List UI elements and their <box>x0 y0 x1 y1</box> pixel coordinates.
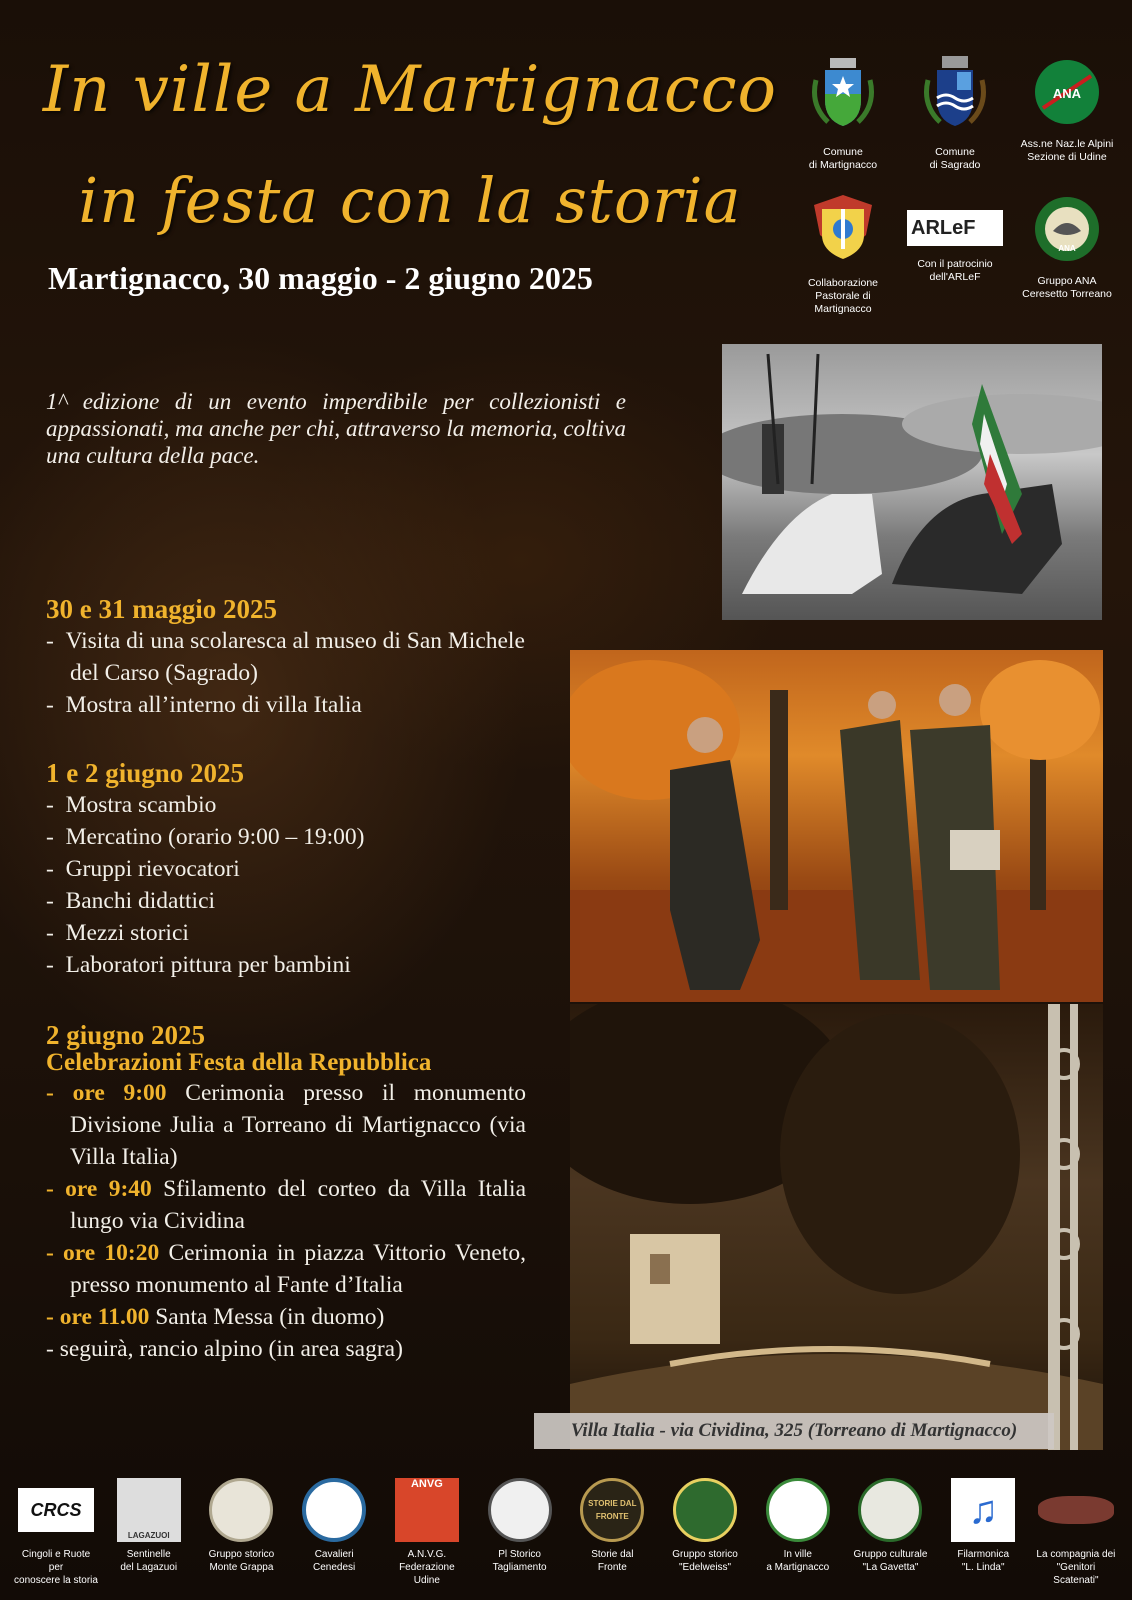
logo-in-ville <box>756 1478 840 1588</box>
logo-label: La compagnia dei "Genitori Scatenati" <box>1036 1549 1116 1586</box>
photo-villa-italia <box>570 1004 1103 1450</box>
section-items <box>46 625 546 721</box>
crcs-logo-icon: CRCS <box>18 1488 94 1532</box>
partner-logos-bottom <box>14 1478 1118 1588</box>
section-30-31-maggio <box>46 594 546 721</box>
anvg-logo-icon: ANVG <box>395 1478 459 1542</box>
logo-anvg <box>385 1478 469 1588</box>
list-item: - seguirà, rancio alpino (in area sagra) <box>46 1336 403 1362</box>
intro-text: 1^ edizione di un evento imperdibile per collezionisti e appassionati, ma anche per chi, attraverso la memoria, coltiva una cultura della pace. <box>46 389 626 468</box>
logo-crcs <box>14 1478 98 1588</box>
section-1-2-giugno <box>46 758 546 981</box>
photo-caption: Villa Italia - via Cividina, 325 (Torreano di Martignacco) <box>534 1413 1054 1449</box>
list-item: - Mostra all’interno di villa Italia <box>46 692 362 718</box>
logo-label: Cavalieri Cenedesi <box>313 1549 356 1573</box>
ana-logo-icon <box>1033 58 1101 126</box>
logo-label: Gruppo culturale "La Gavetta" <box>853 1549 928 1573</box>
svg-text:ANA: ANA <box>1058 244 1076 253</box>
logo-label: Cingoli e Ruote per conoscere la storia <box>14 1549 98 1586</box>
storie-fronte-logo-icon: STORIE DAL FRONTE <box>580 1478 644 1542</box>
in-ville-logo-icon <box>766 1478 830 1542</box>
section-items <box>46 1077 526 1365</box>
list-item: - Banchi didattici <box>46 888 216 914</box>
logo-label: A.N.V.G. Federazione Udine <box>399 1549 455 1586</box>
event-dates: Martignacco, 30 maggio - 2 giugno 2025 <box>48 260 593 296</box>
list-item: - Laboratori pittura per bambini <box>46 952 351 978</box>
logo-sentinelle-lagazuoi <box>107 1478 191 1588</box>
logo-label: Sentinelle del Lagazuoi <box>120 1549 178 1573</box>
genitori-logo-icon <box>1038 1496 1114 1524</box>
ana-group-logo-icon <box>1033 195 1101 263</box>
logo-monte-grappa <box>199 1478 283 1588</box>
section-2-giugno <box>46 1020 526 1365</box>
logo-label: Ass.ne Naz.le Alpini Sezione di Udine <box>1020 138 1114 163</box>
monte-grappa-logo-icon <box>209 1478 273 1542</box>
list-item: - Mercatino (orario 9:00 – 19:00) <box>46 824 365 850</box>
title-line-1: In ville a Martignacco <box>42 53 778 127</box>
logo-label: Storie dal Fronte <box>591 1549 634 1573</box>
section-heading: 30 e 31 maggio 2025 <box>46 594 277 624</box>
treble-clef-icon: ♫ <box>951 1478 1015 1542</box>
photo-cavalry <box>722 344 1102 620</box>
logo-ana-udine <box>1012 50 1122 164</box>
logo-edelweiss <box>663 1478 747 1588</box>
list-item: - Gruppi rievocatori <box>46 856 240 882</box>
logo-label: Filarmonica "L. Linda" <box>957 1549 1010 1573</box>
logo-comune-sagrado <box>900 50 1010 172</box>
logo-comune-martignacco <box>788 50 898 172</box>
section-heading: 2 giugno 2025 <box>46 1020 206 1050</box>
section-items <box>46 789 546 981</box>
logo-label: Gruppo ANA Ceresetto Torreano <box>1022 275 1112 300</box>
coat-of-arms-icon <box>808 195 878 265</box>
logo-genitori-scatenati <box>1034 1478 1118 1588</box>
logo-arlef <box>900 210 1010 284</box>
logo-collaborazione-pastorale <box>788 195 898 316</box>
logo-label: Comune di Martignacco <box>808 146 878 171</box>
cavalieri-logo-icon <box>302 1478 366 1542</box>
list-item: - Mostra scambio <box>46 792 217 818</box>
coat-of-arms-icon <box>808 50 878 134</box>
logo-label: Collaborazione Pastorale di Martignacco <box>807 277 879 315</box>
arlef-logo-icon: ARLeF <box>907 210 1003 246</box>
coat-of-arms-icon <box>920 50 990 134</box>
title-line-2: in festa con la storia <box>78 164 742 237</box>
photo-alpini-autumn <box>570 650 1103 1002</box>
logo-label: Pl Storico Tagliamento <box>492 1549 547 1573</box>
list-item: - ore 9:00 Cerimonia presso il monumento Divisione Julia a Torreano di Martignacco (via Villa Italia) <box>46 1080 527 1170</box>
logo-label: Gruppo storico "Edelweiss" <box>672 1549 738 1573</box>
logo-label: Con il patrocinio dell'ARLeF <box>917 258 993 283</box>
logo-label: Comune di Sagrado <box>929 146 981 171</box>
section-heading: 1 e 2 giugno 2025 <box>46 758 245 788</box>
tagliamento-logo-icon <box>488 1478 552 1542</box>
logo-pl-storico-tagliamento <box>478 1478 562 1588</box>
logo-label: In ville a Martignacco <box>766 1549 830 1573</box>
sentinelle-logo-icon: LAGAZUOI <box>117 1478 181 1542</box>
gavetta-logo-icon <box>858 1478 922 1542</box>
section-subheading: Celebrazioni Festa della Repubblica <box>46 1049 432 1076</box>
logo-filarmonica <box>941 1478 1025 1588</box>
logo-storie-dal-fronte <box>570 1478 654 1588</box>
svg-text:ANA: ANA <box>1052 86 1082 101</box>
list-item: - ore 9:40 Sfilamento del corteo da Villa Italia lungo via Cividina <box>46 1176 526 1234</box>
logo-cavalieri-cenedesi <box>292 1478 376 1588</box>
edelweiss-logo-icon <box>673 1478 737 1542</box>
list-item: - Visita di una scolaresca al museo di San Michele del Carso (Sagrado) <box>46 628 525 686</box>
list-item: - Mezzi storici <box>46 920 189 946</box>
list-item: - ore 10:20 Cerimonia in piazza Vittorio Veneto, presso monumento al Fante d’Italia <box>46 1240 527 1298</box>
list-item: - ore 11.00 Santa Messa (in duomo) <box>46 1304 385 1330</box>
logo-ana-ceresetto <box>1012 195 1122 301</box>
logo-la-gavetta <box>848 1478 932 1588</box>
logo-label: Gruppo storico Monte Grappa <box>208 1549 275 1573</box>
